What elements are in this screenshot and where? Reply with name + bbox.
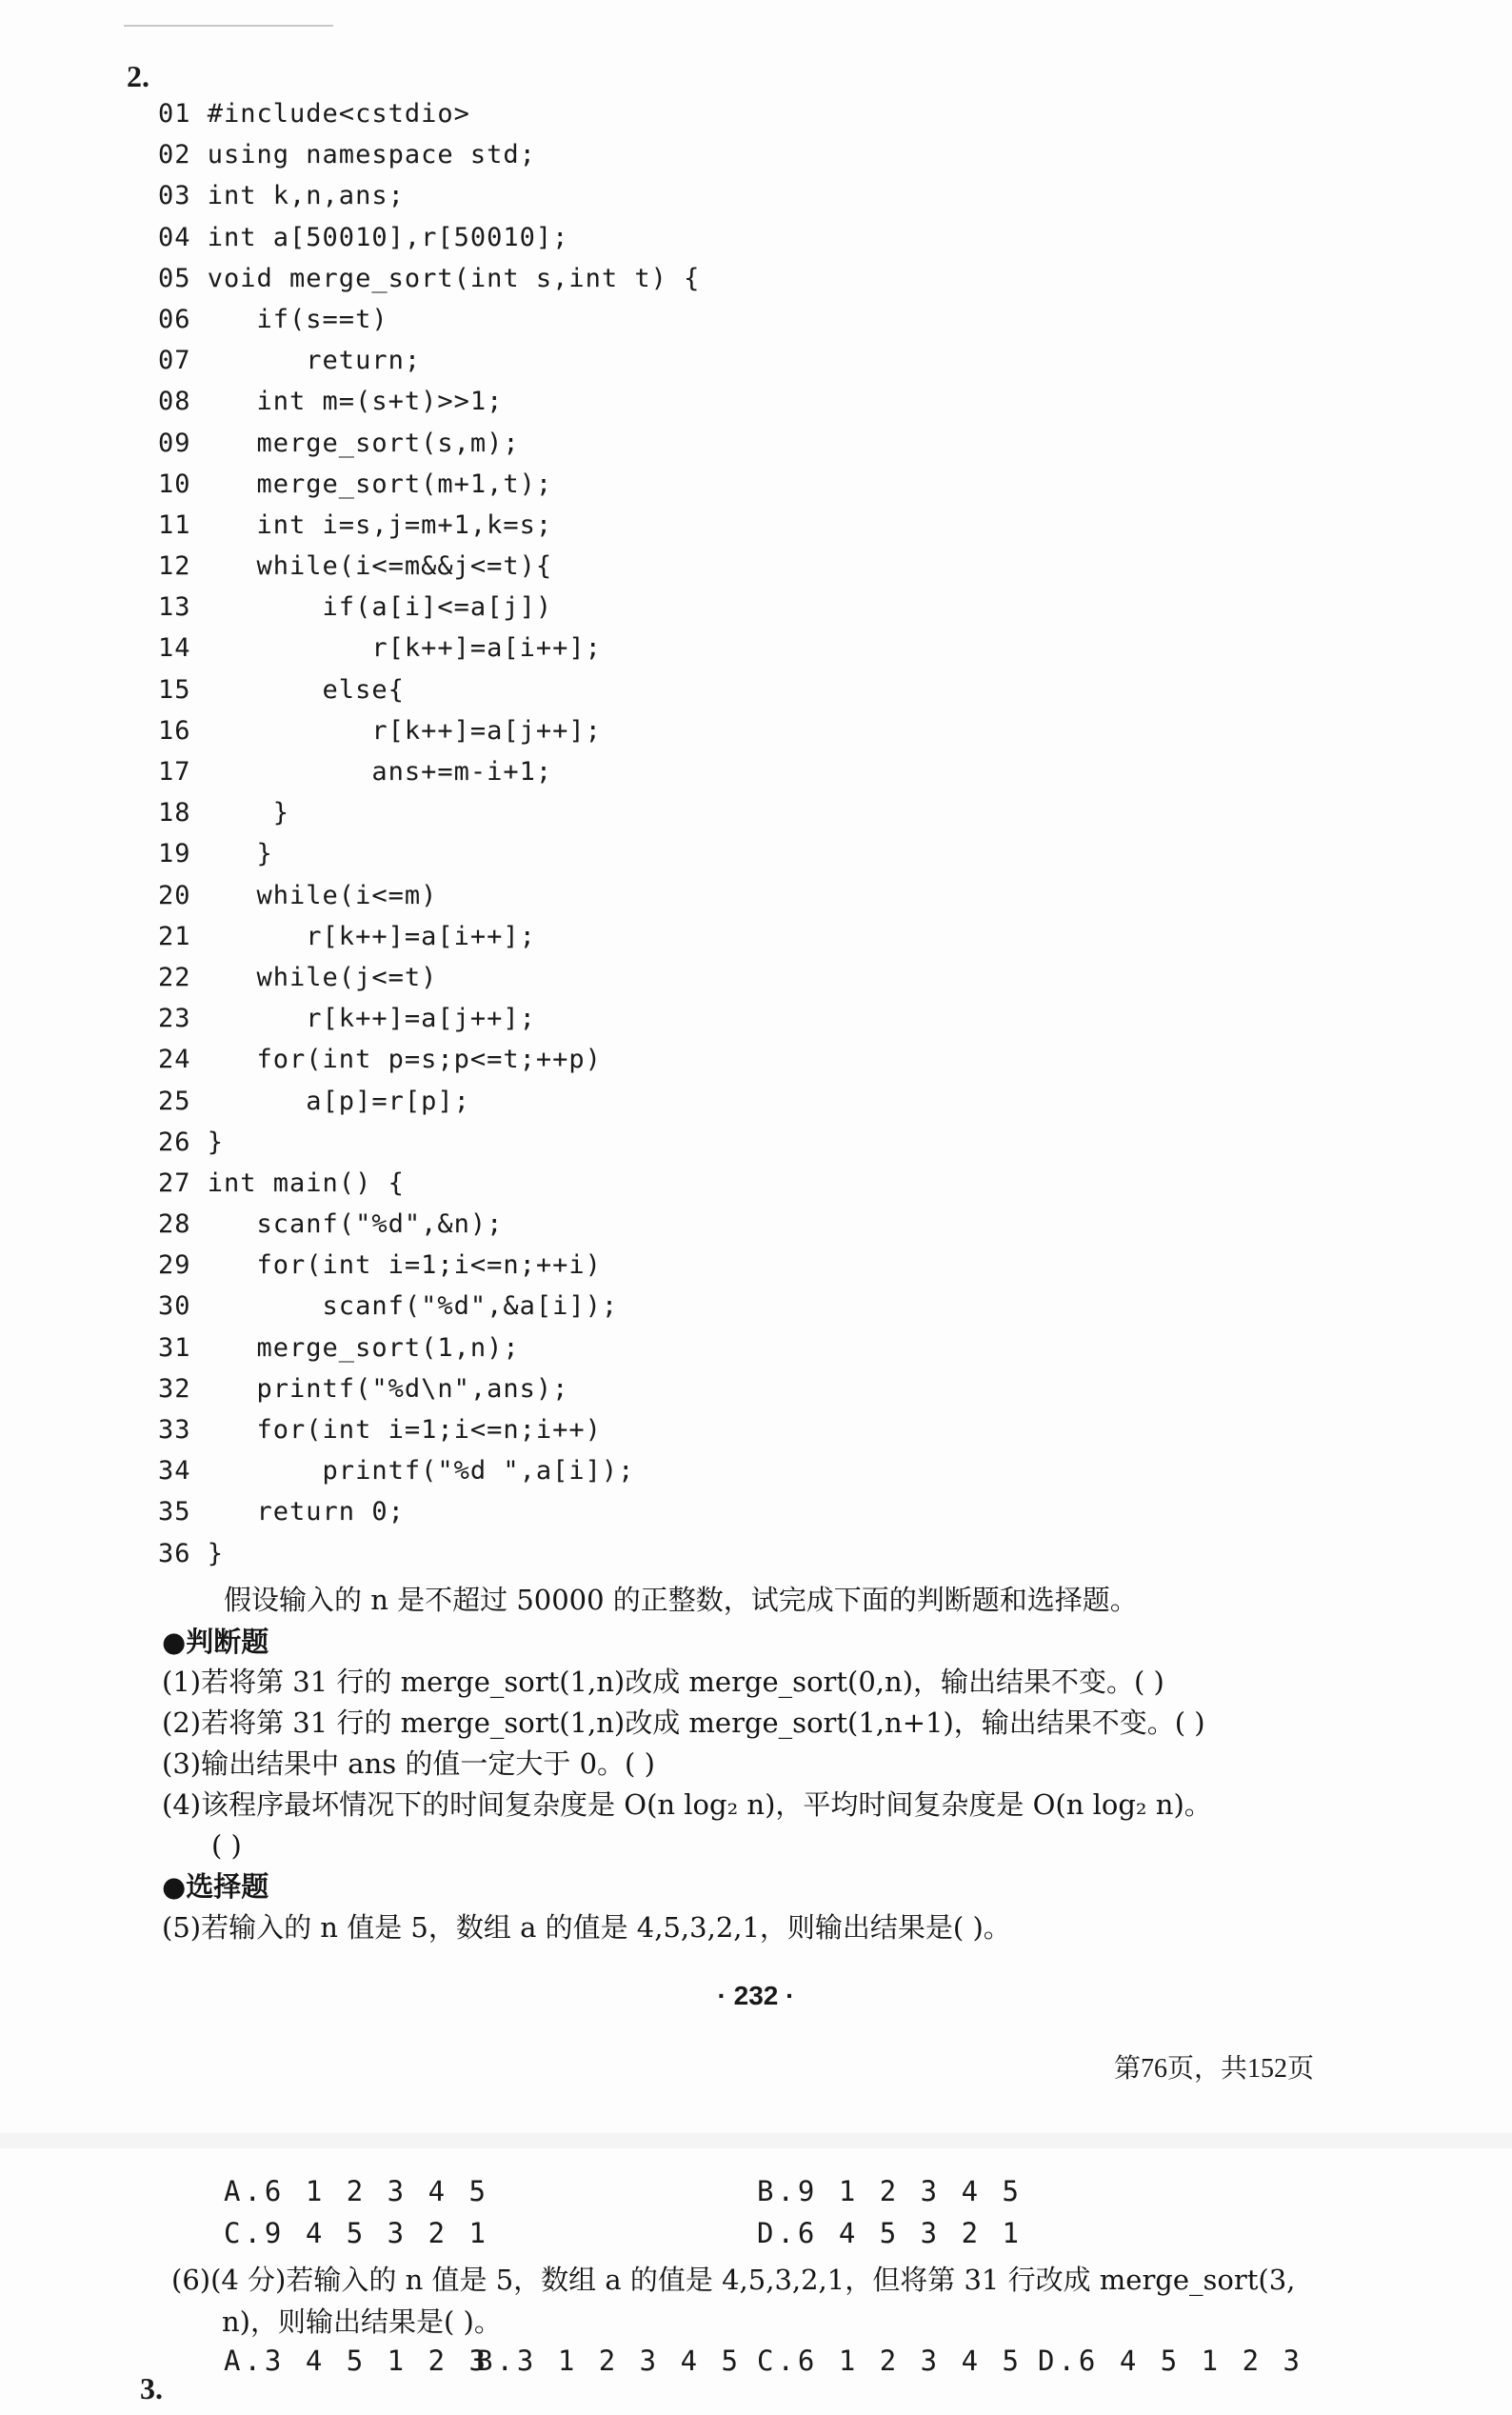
code-line: 08 int m=(s+t)>>1; <box>158 387 504 417</box>
judge-item-1: (1)若将第 31 行的 merge_sort(1,n)改成 merge_sort(0,n)，输出结果不变。( ) <box>162 1666 1164 1698</box>
code-line: 15 else{ <box>158 674 405 705</box>
choice-q5: (5)若输入的 n 值是 5，数组 a 的值是 4,5,3,2,1，则输出结果是( )。 <box>162 1911 1011 1944</box>
code-line: 35 return 0; <box>158 1497 405 1527</box>
next-question-number: 3. <box>140 2371 163 2405</box>
code-listing <box>158 99 700 1580</box>
q6-line-2: n)，则输出结果是( )。 <box>222 2305 502 2338</box>
top-rule <box>124 25 333 27</box>
q5-option-c: C.9 4 5 3 2 1 <box>224 2217 489 2249</box>
code-line: 16 r[k++]=a[j++]; <box>158 715 602 746</box>
code-line: 09 merge_sort(s,m); <box>158 428 520 458</box>
code-line: 13 if(a[i]<=a[j]) <box>158 592 553 623</box>
judge-item-4: (4)该程序最坏情况下的时间复杂度是 O(n log₂ n)，平均时间复杂度是 O(n log₂ n)。 <box>162 1788 1212 1821</box>
code-line: 21 r[k++]=a[i++]; <box>158 921 536 951</box>
code-line: 30 scanf("%d",&a[i]); <box>158 1291 619 1322</box>
judge-item-4-answer: ( ) <box>211 1829 242 1862</box>
code-line: 24 for(int p=s;p<=t;++p) <box>158 1045 602 1075</box>
code-line: 11 int i=s,j=m+1,k=s; <box>158 509 553 540</box>
code-line: 03 int k,n,ans; <box>158 181 405 211</box>
code-line: 01 #include<cstdio> <box>158 99 470 129</box>
code-line: 05 void merge_sort(int s,int t) { <box>158 263 701 293</box>
code-line: 06 if(s==t) <box>158 304 388 334</box>
page-separator <box>0 2133 1512 2148</box>
code-line: 12 while(i<=m&&j<=t){ <box>158 551 553 582</box>
page-number: · 232 · <box>717 1981 795 2010</box>
choice-heading: ●选择题 <box>162 1870 269 1903</box>
code-line: 17 ans+=m-i+1; <box>158 757 553 787</box>
judge-heading: ●判断题 <box>162 1626 269 1658</box>
code-line: 36 } <box>158 1538 225 1568</box>
code-line: 18 } <box>158 798 290 828</box>
code-line: 20 while(i<=m) <box>158 880 438 910</box>
code-line: 10 merge_sort(m+1,t); <box>158 469 553 499</box>
code-line: 02 using namespace std; <box>158 140 536 170</box>
code-line: 32 printf("%d\n",ans); <box>158 1373 569 1404</box>
q5-option-d: D.6 4 5 3 2 1 <box>757 2217 1023 2249</box>
q5-option-b: B.9 1 2 3 4 5 <box>757 2175 1023 2207</box>
code-line: 28 scanf("%d",&n); <box>158 1209 504 1240</box>
code-line: 22 while(j<=t) <box>158 962 438 992</box>
intro-text: 假设输入的 n 是不超过 50000 的正整数，试完成下面的判断题和选择题。 <box>224 1584 1138 1616</box>
code-line: 23 r[k++]=a[j++]; <box>158 1004 536 1034</box>
code-line: 25 a[p]=r[p]; <box>158 1086 470 1116</box>
code-line: 26 } <box>158 1127 225 1157</box>
code-line: 04 int a[50010],r[50010]; <box>158 222 569 252</box>
page-info: 第76页，共152页 <box>1114 2054 1315 2084</box>
question-number: 2. <box>127 59 149 93</box>
judge-item-2: (2)若将第 31 行的 merge_sort(1,n)改成 merge_sort(1,n+1)，输出结果不变。( ) <box>162 1706 1205 1739</box>
code-line: 34 printf("%d ",a[i]); <box>158 1456 635 1487</box>
code-line: 14 r[k++]=a[i++]; <box>158 633 602 664</box>
code-line: 19 } <box>158 839 273 869</box>
q6-line-1: (6)(4 分)若输入的 n 值是 5，数组 a 的值是 4,5,3,2,1，但将第 31 行改成 merge_sort(3, <box>171 2264 1296 2296</box>
q5-option-a: A.6 1 2 3 4 5 <box>224 2175 489 2207</box>
q6-option-b: B.3 1 2 3 4 5 <box>476 2345 742 2377</box>
q6-option-a: A.3 4 5 1 2 3 <box>224 2345 489 2377</box>
q6-option-c: C.6 1 2 3 4 5 <box>757 2345 1023 2377</box>
judge-item-3: (3)输出结果中 ans 的值一定大于 0。( ) <box>162 1747 655 1780</box>
code-line: 33 for(int i=1;i<=n;i++) <box>158 1415 602 1445</box>
code-line: 27 int main() { <box>158 1168 405 1198</box>
q6-option-d: D.6 4 5 1 2 3 <box>1038 2345 1303 2377</box>
code-line: 29 for(int i=1;i<=n;++i) <box>158 1250 602 1281</box>
code-line: 07 return; <box>158 346 422 376</box>
code-line: 31 merge_sort(1,n); <box>158 1332 520 1363</box>
